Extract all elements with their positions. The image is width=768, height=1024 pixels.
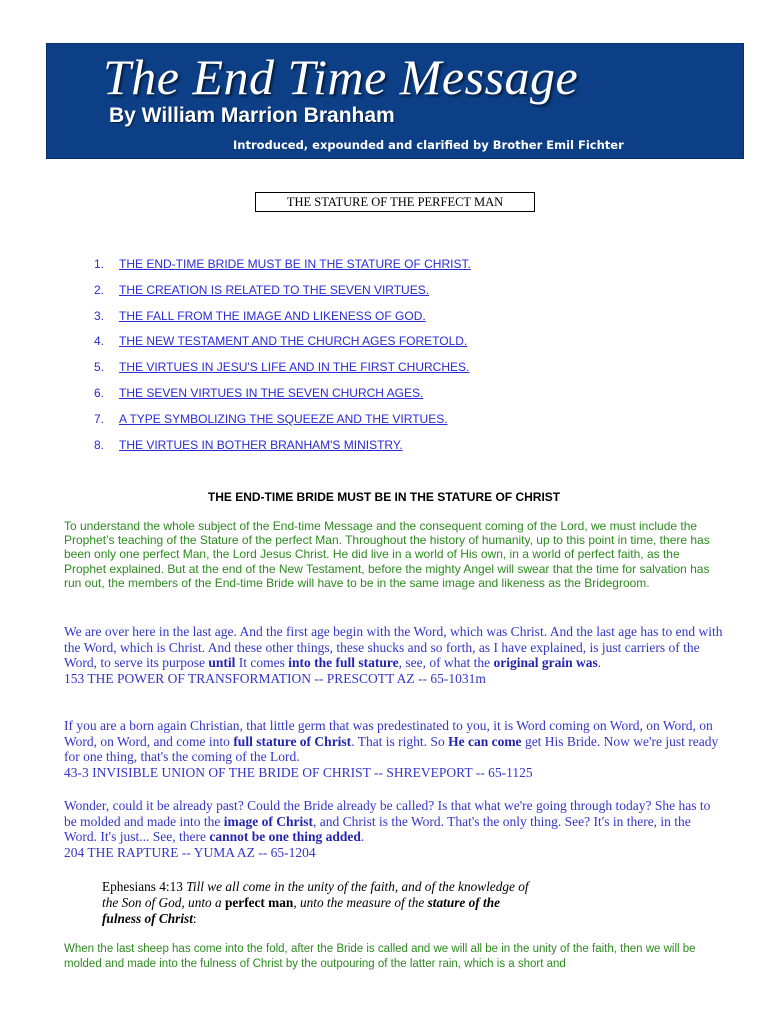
chapter-heading: THE END-TIME BRIDE MUST BE IN THE STATURE OF CHRIST <box>207 490 561 504</box>
quote-text: . <box>597 655 602 671</box>
toc-label: A TYPE SYMBOLIZING THE SQUEEZE AND THE VIRTUES. <box>119 411 448 426</box>
closing-paragraph: When the last sheep has come into the fold, after the Bride is called and we will all be in the unity of the faith, then we will be molded and made into the fulness of Christ by the outpouring of the latter rain, which is a short and <box>64 943 696 970</box>
toc-number: 7. <box>94 411 105 426</box>
toc-link-2[interactable] <box>94 283 429 297</box>
intro-paragraph: To understand the whole subject of the End-time Message and the consequent coming of the Lord, we must include the Prophet’s teaching of the Stature of the perfect Man. Throughout the history of humanity, up to this point in time, there has been only one perfect Man, the Lord Jesus Christ. He did live in a world of His own, in a world of perfect faith, as the Prophet explained. But at the end of the New Testament, before the mighty Angel will swear that the time for salvation has run out, the members of the End-time Bride will have to be in the same image and likeness as the Bridegroom. <box>64 519 710 590</box>
quote-3 <box>64 798 724 860</box>
quote-emphasis: into the full stature <box>288 655 399 671</box>
toc-label: THE SEVEN VIRTUES IN THE SEVEN CHURCH AGES. <box>119 385 424 400</box>
toc-label: THE NEW TESTAMENT AND THE CHURCH AGES FORETOLD. <box>119 334 468 349</box>
quote-text: , and Christ is the Word. That's the only thing. See? It's in there, in the Word. It's just... See, there <box>64 813 691 845</box>
toc-label: THE VIRTUES IN BOTHER BRANHAM'S MINISTRY. <box>119 437 403 452</box>
scripture-text: Till we all come in the unity of the faith, and of the knowledge of the Son of God, unto a <box>102 879 529 910</box>
toc-item <box>94 334 471 360</box>
quote-text: Wonder, could it be already past? Could the Bride already be called? Is that what we're going through today? She has to be molded and made into the <box>64 798 711 829</box>
banner-author: By William Marrion Branham <box>109 104 395 127</box>
toc-link-4[interactable] <box>94 334 467 348</box>
quote-text: . That is right. So <box>351 733 449 749</box>
toc-item <box>94 438 471 464</box>
toc-label: THE VIRTUES IN JESU'S LIFE AND IN THE FIRST CHURCHES. <box>119 360 470 375</box>
toc-link-6[interactable] <box>94 386 423 400</box>
toc-number: 2. <box>94 282 105 297</box>
quote-text: If you are a born again Christian, that little germ that was predestinated to you, it is Word coming on Word, on Word, on Word, on Word, and come into <box>64 718 713 749</box>
quote-text: get His Bride. Now we're just ready for one thing, that's the coming of the Lord. <box>64 733 719 765</box>
toc-number: 8. <box>94 437 105 452</box>
quote-2 <box>64 718 724 780</box>
toc-link-5[interactable] <box>94 360 469 374</box>
toc-link-7[interactable] <box>94 412 448 426</box>
toc-link-3[interactable] <box>94 309 426 323</box>
scripture-quote <box>102 879 542 926</box>
quote-1 <box>64 624 724 686</box>
table-of-contents <box>94 257 471 463</box>
quote-emphasis: image of Christ <box>223 813 313 829</box>
scripture-text: : <box>192 910 197 926</box>
toc-item <box>94 360 471 386</box>
toc-link-1[interactable] <box>94 257 471 271</box>
toc-item <box>94 412 471 438</box>
sermon-reference: 43-3 INVISIBLE UNION OF THE BRIDE OF CHRIST -- SHREVEPORT -- 65-1125 <box>64 764 533 780</box>
sermon-reference: 204 THE RAPTURE -- YUMA AZ -- 65-1204 <box>64 844 316 860</box>
quote-emphasis: full stature of Christ <box>233 733 352 749</box>
toc-label: THE CREATION IS RELATED TO THE SEVEN VIRTUES. <box>119 282 430 297</box>
quote-text: , see, of what the <box>398 655 494 671</box>
toc-number: 3. <box>94 308 105 323</box>
header-banner <box>46 43 744 159</box>
scripture-text: , unto the measure of the <box>293 894 428 910</box>
toc-item <box>94 309 471 335</box>
toc-number: 4. <box>94 334 105 349</box>
toc-label: THE END-TIME BRIDE MUST BE IN THE STATURE OF CHRIST. <box>119 257 471 271</box>
sermon-reference: 153 THE POWER OF TRANSFORMATION -- PRESCOTT AZ -- 65-1031m <box>64 670 486 686</box>
section-title: THE STATURE OF THE PERFECT MAN <box>255 192 535 212</box>
scripture-reference: Ephesians 4:13 <box>102 879 183 894</box>
toc-number: 5. <box>94 360 105 375</box>
quote-text: . <box>360 829 365 845</box>
toc-label: THE FALL FROM THE IMAGE AND LIKENESS OF GOD. <box>119 308 426 323</box>
toc-item <box>94 283 471 309</box>
toc-link-8[interactable] <box>94 438 403 452</box>
quote-emphasis: until <box>208 655 236 671</box>
toc-number: 6. <box>94 385 105 400</box>
toc-item <box>94 257 471 283</box>
scripture-emphasis: stature of the fulness of Christ <box>102 894 501 926</box>
toc-item <box>94 386 471 412</box>
banner-title: The End Time Message <box>103 49 579 105</box>
quote-emphasis: He can come <box>448 733 522 749</box>
banner-intro: Introduced, expounded and clarified by Brother Emil Fichter <box>233 138 624 152</box>
quote-emphasis: original grain was <box>493 655 598 671</box>
toc-number: 1. <box>94 257 105 271</box>
scripture-emphasis: perfect man <box>225 894 294 910</box>
quote-text: It comes <box>235 655 289 671</box>
quote-text: We are over here in the last age. And the first age begin with the Word, which was Christ. And the last age has to end with the Word, which is Christ. And these other things, these shucks and so forth, as I have explained, is just carriers of the Word, to serve its purpose <box>64 624 723 671</box>
quote-emphasis: cannot be one thing added <box>209 829 361 845</box>
